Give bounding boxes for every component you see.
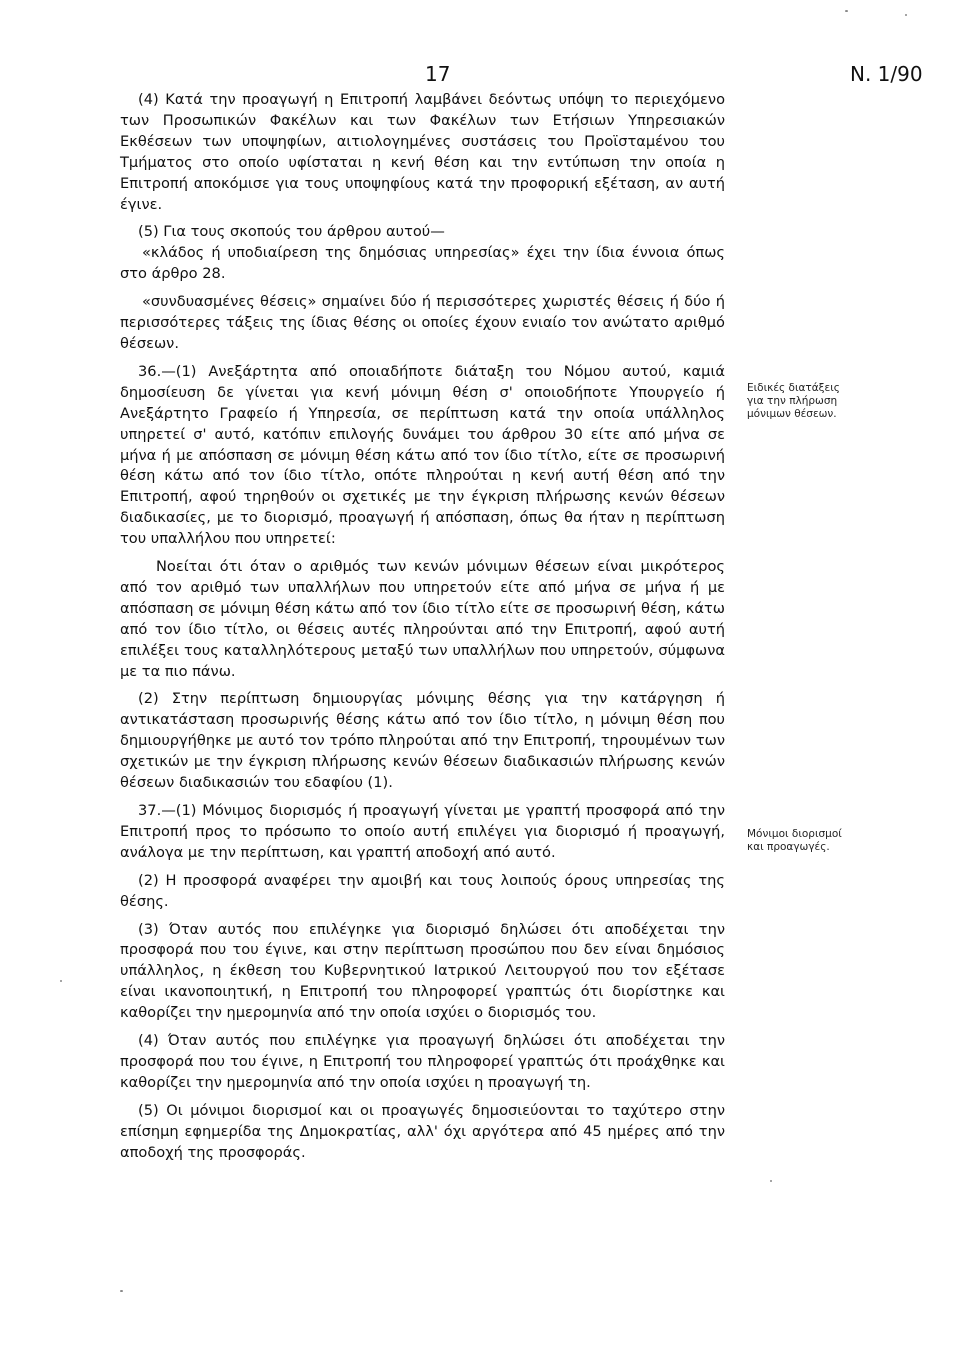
section-36-2: (2) Στην περίπτωση δημιουργίας μόνιμης θέσης για την κατάργηση ή αντικατάσταση προσωρινής θέσης κάτω από τον ίδιο τίτλο, η μόνιμη θέση που δημιουργήθηκε με αυτό τον τρόπο πληρούται από την Επιτροπή, τηρουμένων των σχετικών με την έγκριση πλήρωσης κενών θέσεων διαδικασιών πλήρωσης κενών θέσεων διαδικασιών του εδαφίου (1). (120, 690, 725, 792)
section-37-2: (2) Η προσφορά αναφέρει την αμοιβή και τους λοιπούς όρους υπηρεσίας της θέσης. (120, 871, 725, 910)
issue-number: N. 1/90 (850, 62, 923, 86)
section-36-1: 36.—(1) Ανεξάρτητα από οποιαδήποτε διάταξη του Νόμου αυτού, καμιά δημοσίευση δε γίνεται για κενή μόνιμη θέση σ' οποιοδήποτε Υπουργείο ή Ανεξάρτητο Γραφείο ή Υπηρεσία, σε περίπτωση κατά την οποία υπάλληλος υπηρετεί σ' αυτό, κατόπιν επιλογής δυνάμει του άρθρου 30 είτε από μήνα σε μήνα ή με απόσπαση σε μόνιμη θέση κάτω από τον ίδιο τίτλο, είτε σε προσωρινή θέση κάτω από τον ίδιο τίτλο, οπότε πληρούται η κενή αυτή θέση από την Επιτροπή, αφού τηρηθούν οι σχετικές με την έγκριση πλήρωσης κενών θέσεων διαδικασίες, με το διορισμό, προαγωγή ή απόσπαση, όπως θα ήταν η περίπτωση του υπαλλήλου που υπηρετεί: (120, 362, 725, 548)
section-36-proviso: Νοείται ότι όταν ο αριθμός των κενών μόνιμων θέσεων είναι μικρότερος από τον αριθμό των υπαλλήλων που υπηρετούν είτε από μήνα σε μήνα ή με απόσπαση σε μόνιμη θέση κάτω από τον ίδιο τίτλο είτε σε προσωρινή θέση, κάτω από τον ίδιο τίτλο, οι θέσεις αυτές πληρούνται από την Επιτροπή, αφού αυτή επιλέξει τους καταλληλότερους μεταξύ των υπαλλήλων που υπηρετούν, σύμφωνα με τα πιο πάνω. (120, 558, 725, 680)
document-body (120, 90, 725, 1164)
scan-speck (845, 10, 848, 12)
section-37-3: (3) Όταν αυτός που επιλέγηκε για διορισμό δηλώσει ότι αποδέχεται την προσφορά που του έγινε, και στην περίπτωση προσώπου που δεν είναι δημόσιος υπάλληλος, η έκθεση του Κυβερνητικού Ιατρικού Λειτουργού που τον εξέτασε είναι ικανοποιητική, η Επιτροπή του πληροφορεί γραπτώς ότι διορίστηκε και καθορίζει την ημερομηνία από την οποία ισχύει ο διορισμός του. (120, 920, 725, 1022)
scan-speck (120, 1290, 123, 1292)
definition-klados: «κλάδος ή υποδιαίρεση της δημόσιας υπηρεσίας» έχει την ίδια έννοια όπως στο άρθρο 28. (120, 244, 725, 283)
margin-note-special-provisions: Ειδικές διατάξεις για την πλήρωση μόνιμων θέσεων. (747, 382, 840, 420)
section-37-5: (5) Οι μόνιμοι διορισμοί και οι προαγωγές δημοσιεύονται το ταχύτερο στην επίσημη εφημερίδα της Δημοκρατίας, αλλ' όχι αργότερα από 45 ημέρες από την αποδοχή της προσφοράς. (120, 1101, 725, 1161)
scan-speck (60, 980, 62, 982)
definition-synduasmenes: «συνδυασμένες θέσεις» σημαίνει δύο ή περισσότερες χωριστές θέσεις ή δύο ή περισσότερες τάξεις της ίδιας θέσης οι οποίες έχουν ενιαίο τον ανώτατο αριθμό θέσεων. (120, 293, 725, 352)
margin-note-permanent-appointments: Μόνιμοι διορισμοί και προαγωγές. (747, 828, 842, 853)
scan-speck (905, 14, 907, 16)
page-number: 17 (425, 62, 451, 86)
paragraph-5: (5) Για τους σκοπούς του άρθρου αυτού— (138, 223, 445, 241)
paragraph-4: (4) Κατά την προαγωγή η Επιτροπή λαμβάνει δεόντως υπόψη το περιεχόμενο των Προσωπικών Φακέλων και των Φακέλων των Ετήσιων Υπηρεσιακών Εκθέσεων των υποψηφίων, αιτιολογημένες συστάσεις του Προϊσταμένου του Τμήματος στο οποίο υφίσταται η κενή θέση και την εντύπωση την οποία η Επιτροπή αποκόμισε για τους υποψηφίους κατά την προφορική εξέταση, αν αυτή έγινε. (120, 91, 725, 213)
section-37-4: (4) Όταν αυτός που επιλέγηκε για προαγωγή δηλώσει ότι αποδέχεται την προσφορά που του έγινε, η Επιτροπή του πληροφορεί γραπτώς ότι προάχθηκε και καθορίζει την ημερομηνία από την οποία ισχύει η προαγωγή τη. (120, 1032, 725, 1091)
scan-speck (770, 1180, 772, 1182)
section-37-1: 37.—(1) Μόνιμος διορισμός ή προαγωγή γίνεται με γραπτή προσφορά από την Επιτροπή προς το πρόσωπο το οποίο αυτή επιλέγει για διορισμό ή προαγωγή, ανάλογα με την περίπτωση, και γραπτή αποδοχή από αυτό. (120, 802, 725, 861)
